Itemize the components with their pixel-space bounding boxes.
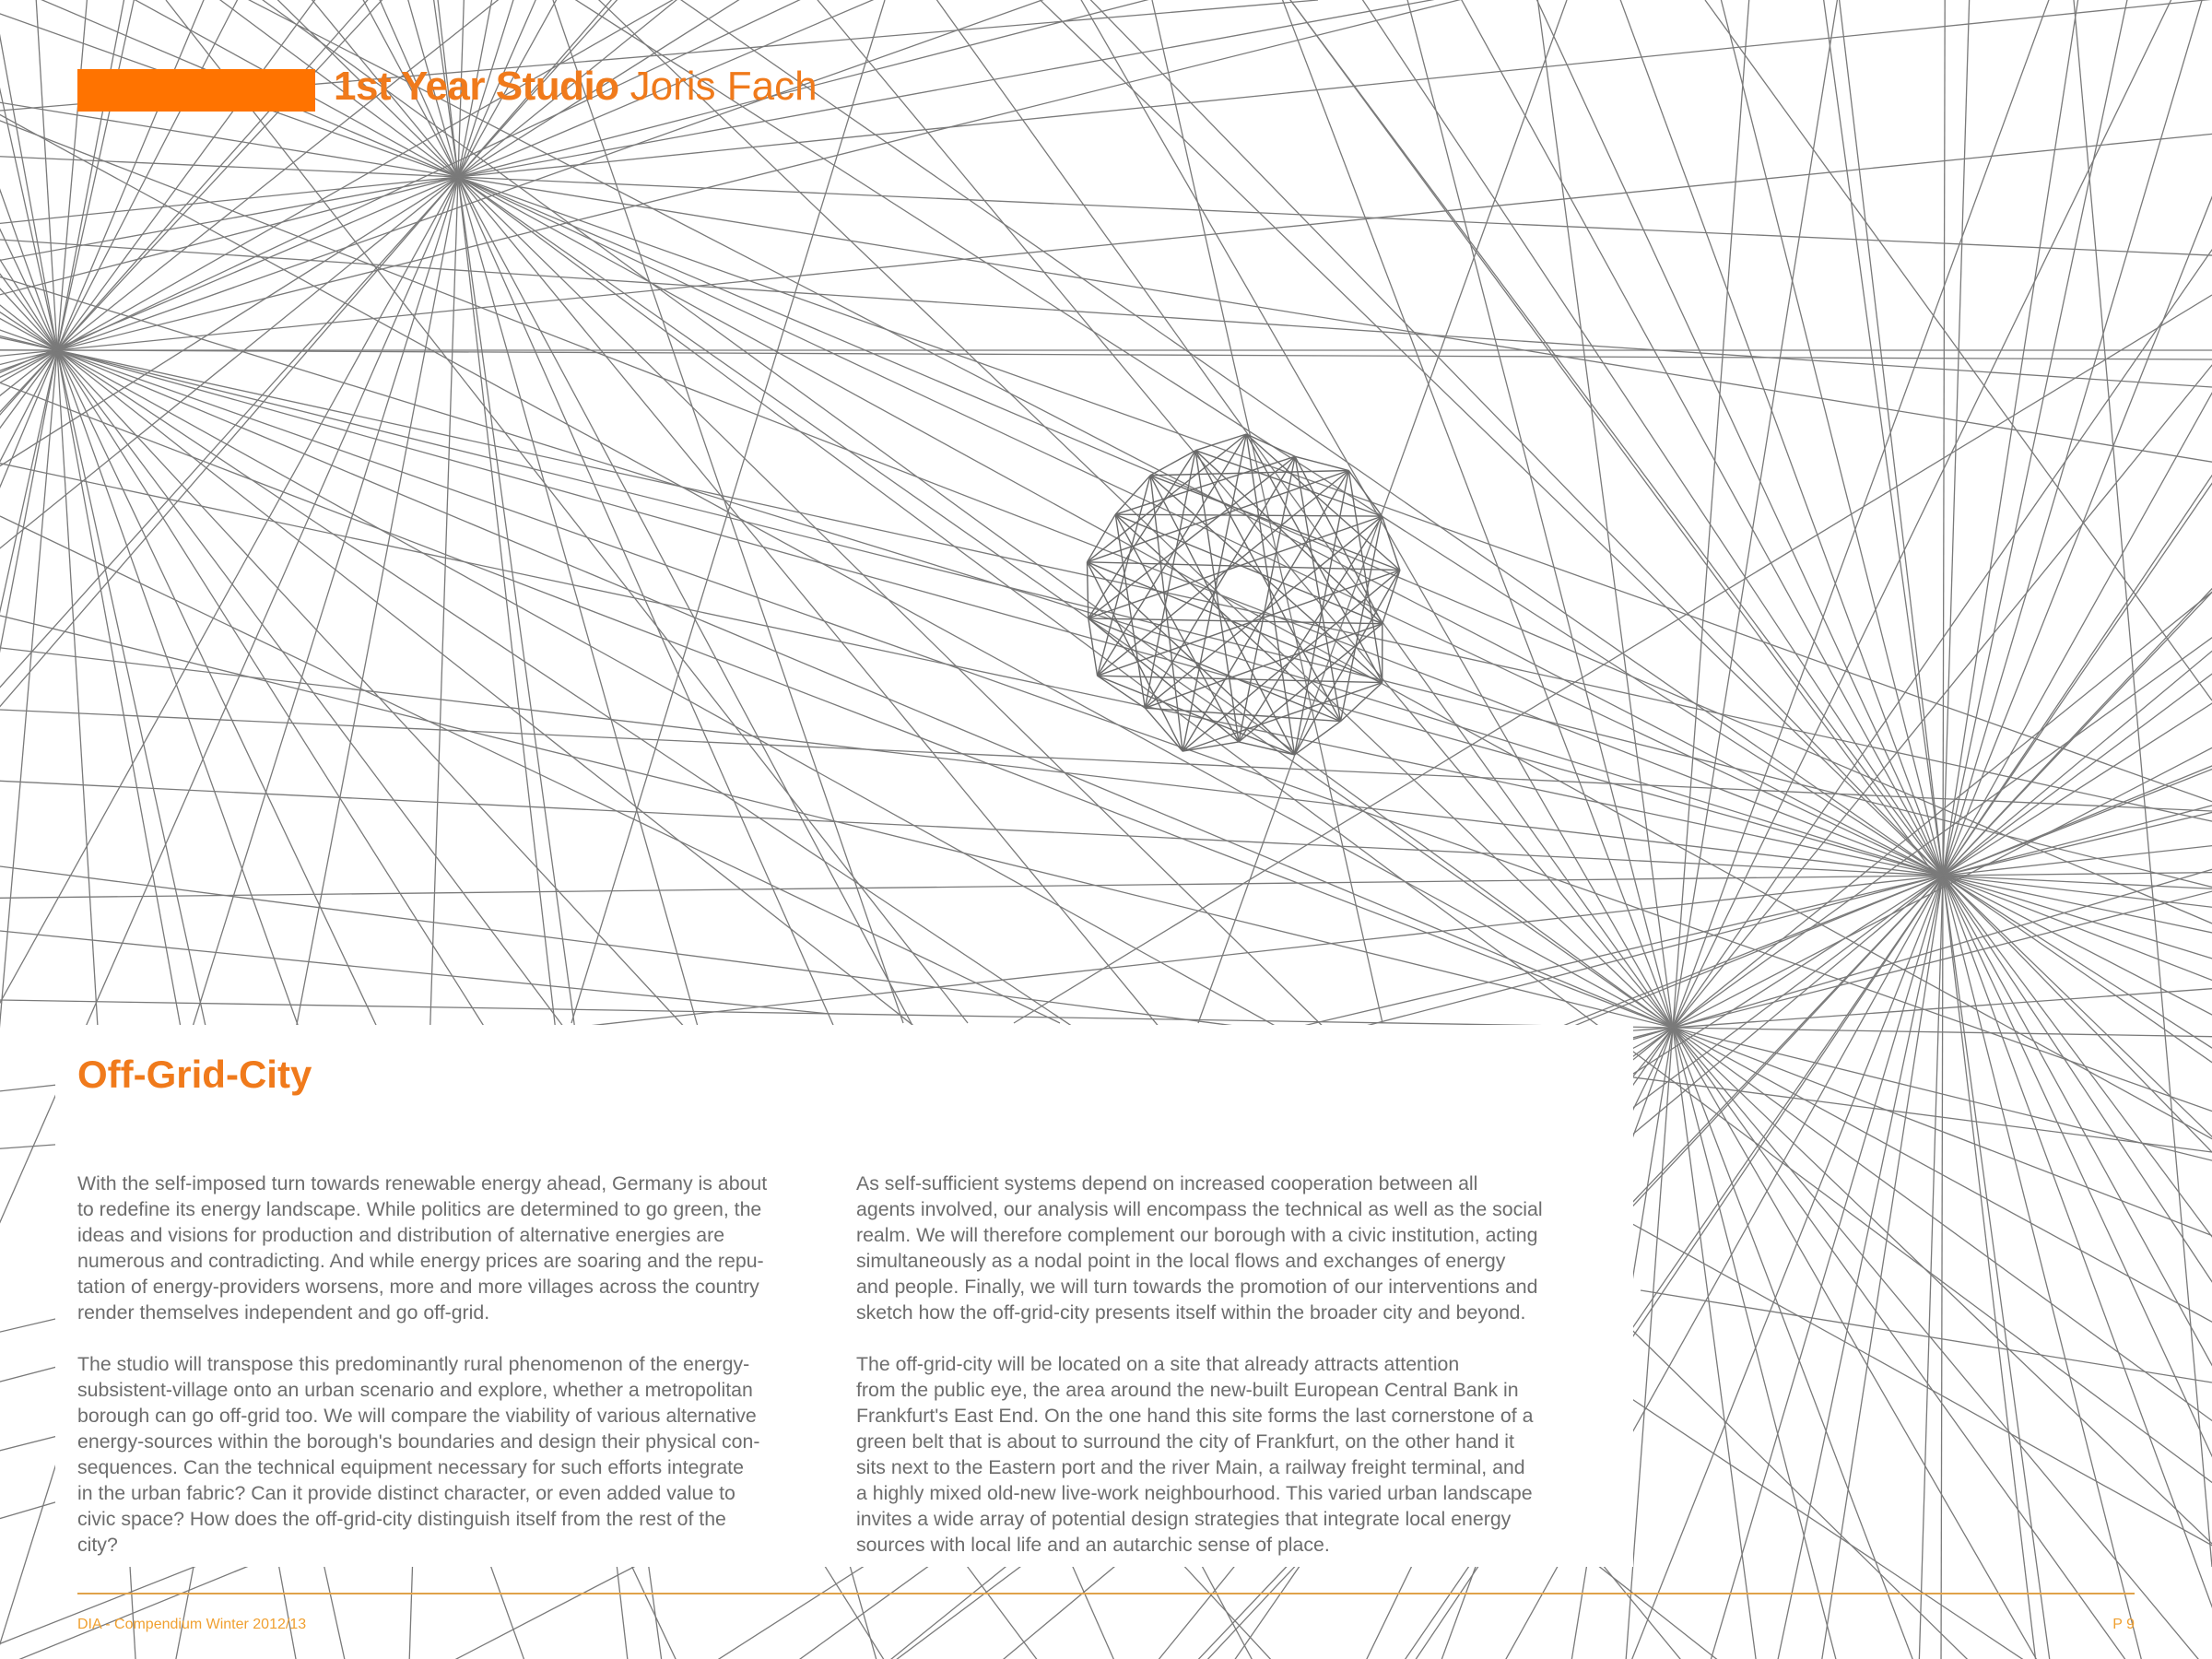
article-title: Off-Grid-City <box>77 1053 312 1096</box>
art-line <box>1088 514 1116 562</box>
art-line <box>458 177 1943 876</box>
left-text-column <box>77 1171 835 1583</box>
art-line <box>458 177 1673 1028</box>
tutor-name: Joris Fach <box>629 64 818 109</box>
art-line <box>1246 434 1400 571</box>
body-paragraph: The studio will transpose this predominantly rural phenomenon of the energy- subsistent-village onto an urban scenario and explore, whether a metropolitan borough can go off-grid too. We will compare the viability of various alternative energy-sources within the borough's boundaries and design their physical con- sequences. Can the technical equipment necessary for such efforts integrate in the urban fabric? Can it provide distinct character, or even added value to civic space? How does the off-grid-city distinguish itself from the rest of the city? <box>77 1353 760 1556</box>
art-line <box>0 732 2212 1018</box>
art-line <box>0 240 2212 387</box>
header-accent-bar <box>77 69 315 112</box>
studio-label: 1st Year Studio <box>334 64 619 109</box>
art-line <box>2074 0 2212 1567</box>
art-line <box>0 931 830 1014</box>
body-paragraph: The off-grid-city will be located on a site that already attracts attention from the public eye, the area around the new-built European Central Bank in Frankfurt's East End. On the one hand this site forms the last cornerstone of a green belt that is about to surround the city of Frankfurt, on the other hand it sits next to the Eastern port and the river Main, a railway freight terminal, and a highly mixed old-new live-work neighbourhood. This varied urban landscape invites a wide array of potential design strategies that integrate local energy sources with local life and an autarchic sense of place. <box>856 1353 1534 1556</box>
art-line <box>1641 1290 2212 1382</box>
art-line <box>166 0 968 1023</box>
right-text-column <box>856 1171 1614 1583</box>
page-number: P 9 <box>2112 1617 2135 1632</box>
art-line <box>1295 456 1348 470</box>
art-line <box>1150 451 1195 476</box>
art-line <box>1295 471 1349 755</box>
body-paragraph: As self-sufficient systems depend on increased cooperation between all agents involved, our analysis will encompass the technical as well as the social realm. We will therefore complement our borough with a civic institution, acting simultaneously as a nodal point in the local flows and exchanges of energy and people. Finally, we will turn towards the promotion of our interventions and sketch how the off-grid-city presents itself within the broader city and beyond. <box>856 1172 1543 1324</box>
art-line <box>1290 0 1936 876</box>
art-line <box>0 0 2212 650</box>
body-paragraph: With the self-imposed turn towards renewable energy ahead, Germany is about to redefine its energy landscape. While politics are determined to go green, the ideas and visions for production and distribution of alternative energies are numerous and contradicting. And while energy prices are soaring and the repu- tation of energy-providers worsens, more and more villages across the country render themselves independent and go off-grid. <box>77 1172 768 1324</box>
art-line <box>0 45 2212 309</box>
footer-publication: DIA - Compendium Winter 2012/13 <box>77 1617 307 1632</box>
footer-rule <box>77 1593 2135 1594</box>
studio-title <box>334 61 818 112</box>
art-line <box>1088 562 1400 571</box>
art-line <box>1182 742 1239 751</box>
art-line <box>1348 471 1382 517</box>
